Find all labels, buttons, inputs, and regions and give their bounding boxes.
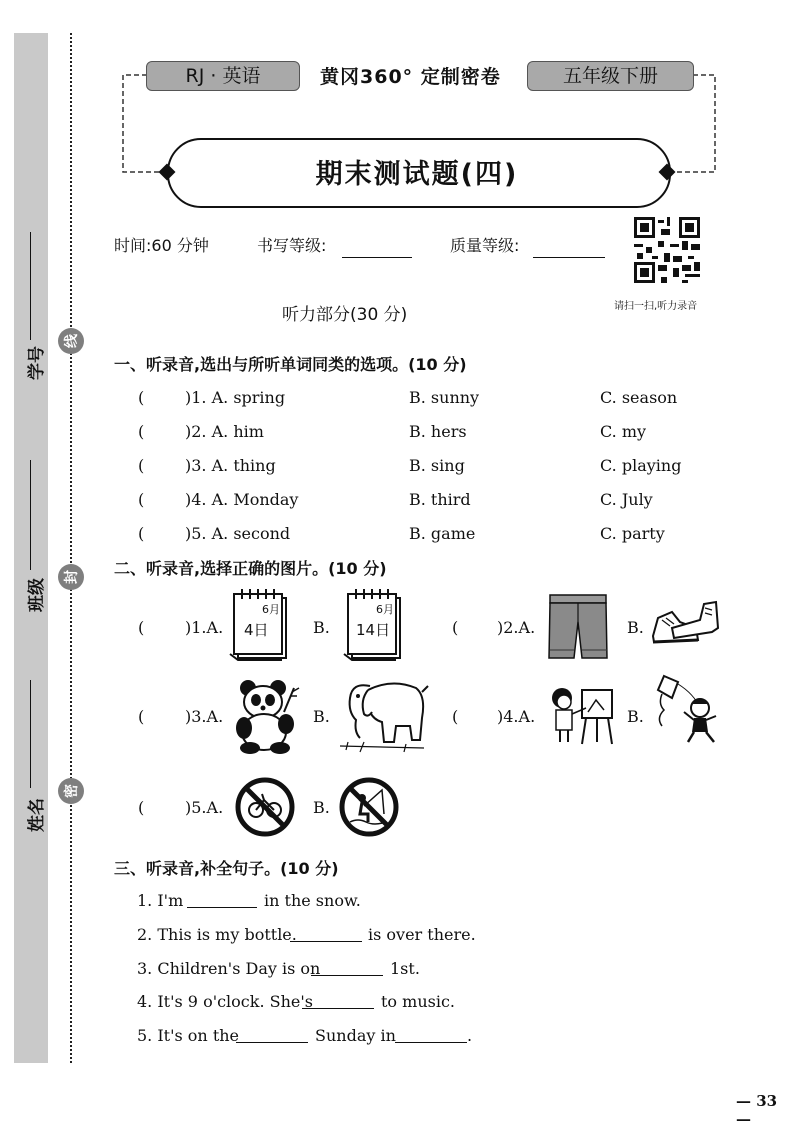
- name-label: 姓名: [27, 798, 47, 832]
- pic-q4-label: )4.A.: [497, 707, 536, 726]
- answer-paren: (: [138, 456, 145, 475]
- q3-option-b: B. sing: [409, 456, 465, 475]
- section1-heading: 一、听录音,选出与所听单词同类的选项。(10 分): [114, 355, 467, 374]
- sentence5-end: .: [467, 1026, 473, 1045]
- sentence3-end: 1st.: [390, 959, 420, 978]
- sentence3-blank: [311, 959, 383, 976]
- elephant-icon: [334, 672, 430, 754]
- sentence4-blank: [302, 992, 374, 1009]
- pic-q5-label: )5.A.: [185, 798, 224, 817]
- name-blank: [30, 680, 31, 788]
- shorts-icon: [546, 592, 610, 662]
- sentence1-end: in the snow.: [264, 891, 361, 910]
- pic-q2-b-label: B.: [627, 618, 644, 637]
- student-no-label: 学号: [27, 346, 47, 380]
- class-blank: [30, 460, 31, 570]
- section3-heading: 三、听录音,补全句子。(10 分): [114, 859, 339, 878]
- q1-option-a: )1. A. spring: [185, 388, 286, 407]
- q4-option-b: B. third: [409, 490, 471, 509]
- time-label: 时间:60 分钟: [114, 236, 209, 255]
- writing-grade-blank: [342, 241, 412, 258]
- pic-q4-b-label: B.: [627, 707, 644, 726]
- class-label: 班级: [27, 578, 47, 612]
- kite-boy-icon: [650, 672, 722, 746]
- panda-icon: [232, 676, 300, 754]
- pic-q1-label: )1.A.: [185, 618, 224, 637]
- sentence2-blank: [290, 925, 362, 942]
- calendar-b-day: 14日: [356, 621, 391, 639]
- pic-q3-label: )3.A.: [185, 707, 224, 726]
- qr-caption: 请扫一扫,听力录音: [614, 301, 698, 312]
- sentence5-start: 5. It's on the: [137, 1026, 240, 1045]
- q3-option-c: C. playing: [600, 456, 682, 475]
- pic-q2-label: )2.A.: [497, 618, 536, 637]
- q4-option-c: C. July: [600, 490, 653, 509]
- answer-paren: (: [138, 422, 145, 441]
- sentence5-middle: Sunday in: [315, 1026, 396, 1045]
- q2-option-c: C. my: [600, 422, 647, 441]
- quality-grade-blank: [533, 241, 605, 258]
- q5-option-b: B. game: [409, 524, 476, 543]
- q2-option-a: )2. A. him: [185, 422, 264, 441]
- subject-tag: RJ · 英语: [146, 61, 300, 91]
- no-fishing-sign-icon: [338, 776, 400, 838]
- answer-paren: (: [138, 490, 145, 509]
- sentence4-end: to music.: [381, 992, 455, 1011]
- q4-option-a: )4. A. Monday: [185, 490, 299, 509]
- q3-option-a: )3. A. thing: [185, 456, 276, 475]
- pic-q5-b-label: B.: [313, 798, 330, 817]
- section2-heading: 二、听录音,选择正确的图片。(10 分): [114, 559, 387, 578]
- brand-text: 黄冈360° 定制密卷: [320, 66, 501, 88]
- sentence1-blank: [187, 891, 257, 908]
- sentence1-start: 1. I'm: [137, 891, 184, 910]
- listening-heading: 听力部分(30 分): [282, 305, 408, 325]
- q5-option-c: C. party: [600, 524, 665, 543]
- sentence4-start: 4. It's 9 o'clock. She's: [137, 992, 313, 1011]
- sentence5-blank1: [236, 1026, 308, 1043]
- page-title: 期末测试题(四): [315, 159, 519, 190]
- sentence2-end: is over there.: [368, 925, 476, 944]
- pic-q1-b-label: B.: [313, 618, 330, 637]
- painting-girl-icon: [548, 684, 618, 746]
- page-number: — 33 —: [736, 1092, 778, 1128]
- seal-secret-mark: 密: [58, 778, 84, 804]
- sentence5-blank2: [395, 1026, 467, 1043]
- quality-grade-label: 质量等级:: [450, 236, 520, 255]
- answer-paren: (: [452, 707, 459, 726]
- calendar-b-month: 6月: [376, 603, 394, 616]
- no-bicycle-sign-icon: [234, 776, 296, 838]
- answer-paren: (: [452, 618, 459, 637]
- q5-option-a: )5. A. second: [185, 524, 291, 543]
- binding-strip: [14, 33, 48, 1063]
- calendar-a-month: 6月: [262, 603, 280, 616]
- answer-paren: (: [138, 618, 145, 637]
- sneakers-icon: [650, 598, 720, 650]
- seal-seal-mark: 封: [58, 564, 84, 590]
- q1-option-c: C. season: [600, 388, 678, 407]
- q1-option-b: B. sunny: [409, 388, 480, 407]
- writing-grade-label: 书写等级:: [257, 236, 327, 255]
- qr-code-icon: [634, 217, 700, 283]
- answer-paren: (: [138, 524, 145, 543]
- seal-line-mark: 线: [58, 328, 84, 354]
- student-no-blank: [30, 232, 31, 340]
- sentence3-start: 3. Children's Day is on: [137, 959, 321, 978]
- calendar-a-day: 4日: [244, 621, 269, 639]
- grade-tag: 五年级下册: [527, 61, 694, 91]
- answer-paren: (: [138, 707, 145, 726]
- answer-paren: (: [138, 388, 145, 407]
- pic-q3-b-label: B.: [313, 707, 330, 726]
- binding-dotted-line: [70, 33, 72, 1063]
- q2-option-b: B. hers: [409, 422, 467, 441]
- answer-paren: (: [138, 798, 145, 817]
- sentence2-start: 2. This is my bottle.: [137, 925, 297, 944]
